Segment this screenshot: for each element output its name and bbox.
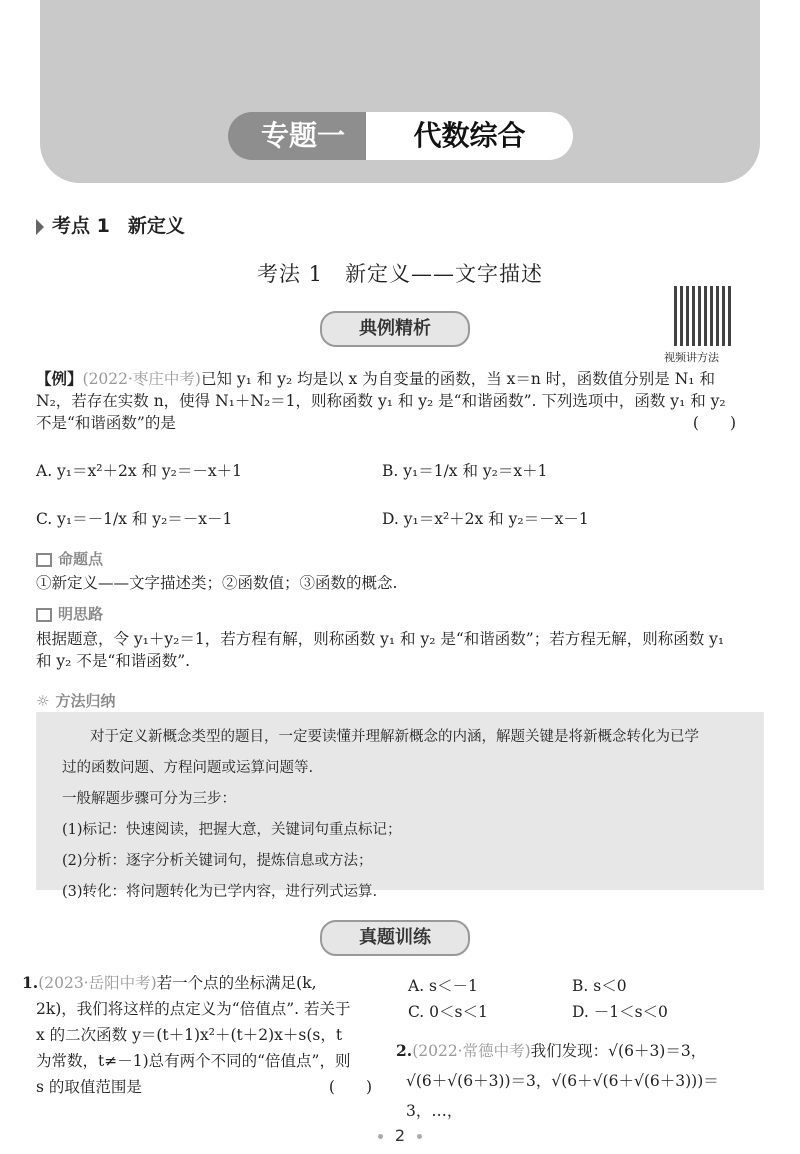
method-heading (36, 690, 115, 711)
option-a: A. y₁＝x²＋2x 和 y₂＝－x＋1 (36, 462, 243, 480)
kaodian-heading (36, 211, 203, 238)
lightbulb-icon: ☼ (36, 692, 50, 710)
page-number-text: 2 (394, 1126, 406, 1145)
silu-heading (36, 603, 103, 624)
question-1 (22, 970, 382, 1100)
notebook-icon (36, 608, 52, 622)
q2-number: 2. (396, 1041, 413, 1060)
option-b: B. y₁＝1/x 和 y₂＝x＋1 (382, 462, 548, 480)
q1-line3: x 的二次函数 y＝(t＋1)x²＋(t＋2)x＋s(s，t (36, 1026, 343, 1044)
method-p2: 一般解题步骤可分为三步： (62, 791, 236, 807)
q1-line1: 若一个点的坐标满足(k, (156, 974, 317, 992)
option-d: D. y₁＝x²＋2x 和 y₂＝－x－1 (382, 510, 589, 528)
silu-block (36, 628, 766, 672)
q2-line2: √(6＋√(6＋3))＝3，√(6＋√(6＋√(6＋3)))＝3，…， (406, 1072, 719, 1120)
example-block (36, 368, 766, 434)
method-p1a: 对于定义新概念类型的题目，一定要读懂并理解新概念的内涵，解题关键是将新概念转化为已学 (90, 729, 699, 745)
q1-line4: 为常数，t≠－1)总有两个不同的“倍值点”，则 (36, 1052, 351, 1070)
qr-label: 视频讲方法 (664, 351, 719, 364)
typical-pill: 典例精析 (320, 311, 470, 347)
mingti-label: 命题点 (58, 550, 104, 568)
example-line2: N₂，若存在实数 n，使得 N₁＋N₂＝1，则称函数 y₁ 和 y₂ 是“和谐函数”. 下列选项中，函数 y₁ 和 y₂ (36, 392, 726, 410)
example-source: (2022·枣庄中考) (82, 370, 201, 388)
q1-line2: 2k)，我们将这样的点定义为“倍值点”. 若关于 (36, 1000, 351, 1018)
qr-code-icon[interactable] (674, 286, 734, 346)
topic-title (228, 112, 573, 160)
q1-line5: s 的取值范围是 (36, 1078, 142, 1096)
silu-label: 明思路 (58, 605, 104, 623)
q2-line1: 我们发现：√(6＋3)＝3， (530, 1042, 707, 1060)
example-paren: ( ) (692, 414, 736, 432)
example-line1: 已知 y₁ 和 y₂ 均是以 x 为自变量的函数，当 x＝n 时，函数值分别是 N₁ 和 (200, 370, 715, 388)
book-icon (36, 553, 52, 567)
question-2 (396, 1036, 766, 1126)
dot-icon (417, 1134, 422, 1139)
q1-paren: ( ) (328, 1078, 372, 1096)
method-step1: (1)标记：快速阅读，把握大意，关键词句重点标记； (62, 822, 402, 838)
method-label: 方法归纳 (55, 692, 116, 710)
method-step3: (3)转化：将问题转化为已学内容，进行列式运算. (62, 884, 378, 900)
example-tag: 【例】 (36, 369, 83, 388)
q1-option-d: D. －1＜s＜0 (572, 1003, 668, 1021)
method-step2: (2)分析：逐字分析关键词句，提炼信息或方法； (62, 853, 373, 869)
training-pill: 真题训练 (320, 920, 470, 956)
topic-name: 代数综合 (366, 112, 573, 160)
q1-option-a: A. s＜－1 (408, 977, 478, 995)
q1-number: 1. (22, 973, 39, 992)
kaodian-label: 考点 1 (52, 215, 110, 237)
q2-source: (2022·常德中考) (412, 1042, 531, 1060)
method-p1b: 过的函数问题、方程问题或运算问题等. (62, 760, 314, 776)
q1-source: (2023·岳阳中考) (38, 974, 157, 992)
silu-line2: 和 y₂ 不是“和谐函数”. (36, 652, 191, 670)
kaofa-title: 考法 1 新定义——文字描述 (256, 262, 544, 286)
topic-prefix: 专题一 (228, 112, 378, 160)
q1-option-b: B. s＜0 (572, 977, 627, 995)
mingti-heading (36, 548, 103, 569)
triangle-arrow-icon (36, 219, 44, 235)
method-text (62, 722, 752, 908)
silu-line1: 根据题意，令 y₁＋y₂＝1，若方程有解，则称函数 y₁ 和 y₂ 是“和谐函数”；若方程无解，则称函数 y₁ (36, 630, 725, 648)
example-line3: 不是“和谐函数”的是 (36, 414, 176, 432)
mingti-text: ①新定义——文字描述类；②函数值；③函数的概念. (36, 574, 398, 592)
page-number (0, 1126, 800, 1145)
dot-icon (378, 1134, 383, 1139)
option-c: C. y₁＝－1/x 和 y₂＝－x－1 (36, 510, 233, 528)
q1-option-c: C. 0＜s＜1 (408, 1003, 488, 1021)
kaodian-title: 新定义 (127, 215, 185, 237)
